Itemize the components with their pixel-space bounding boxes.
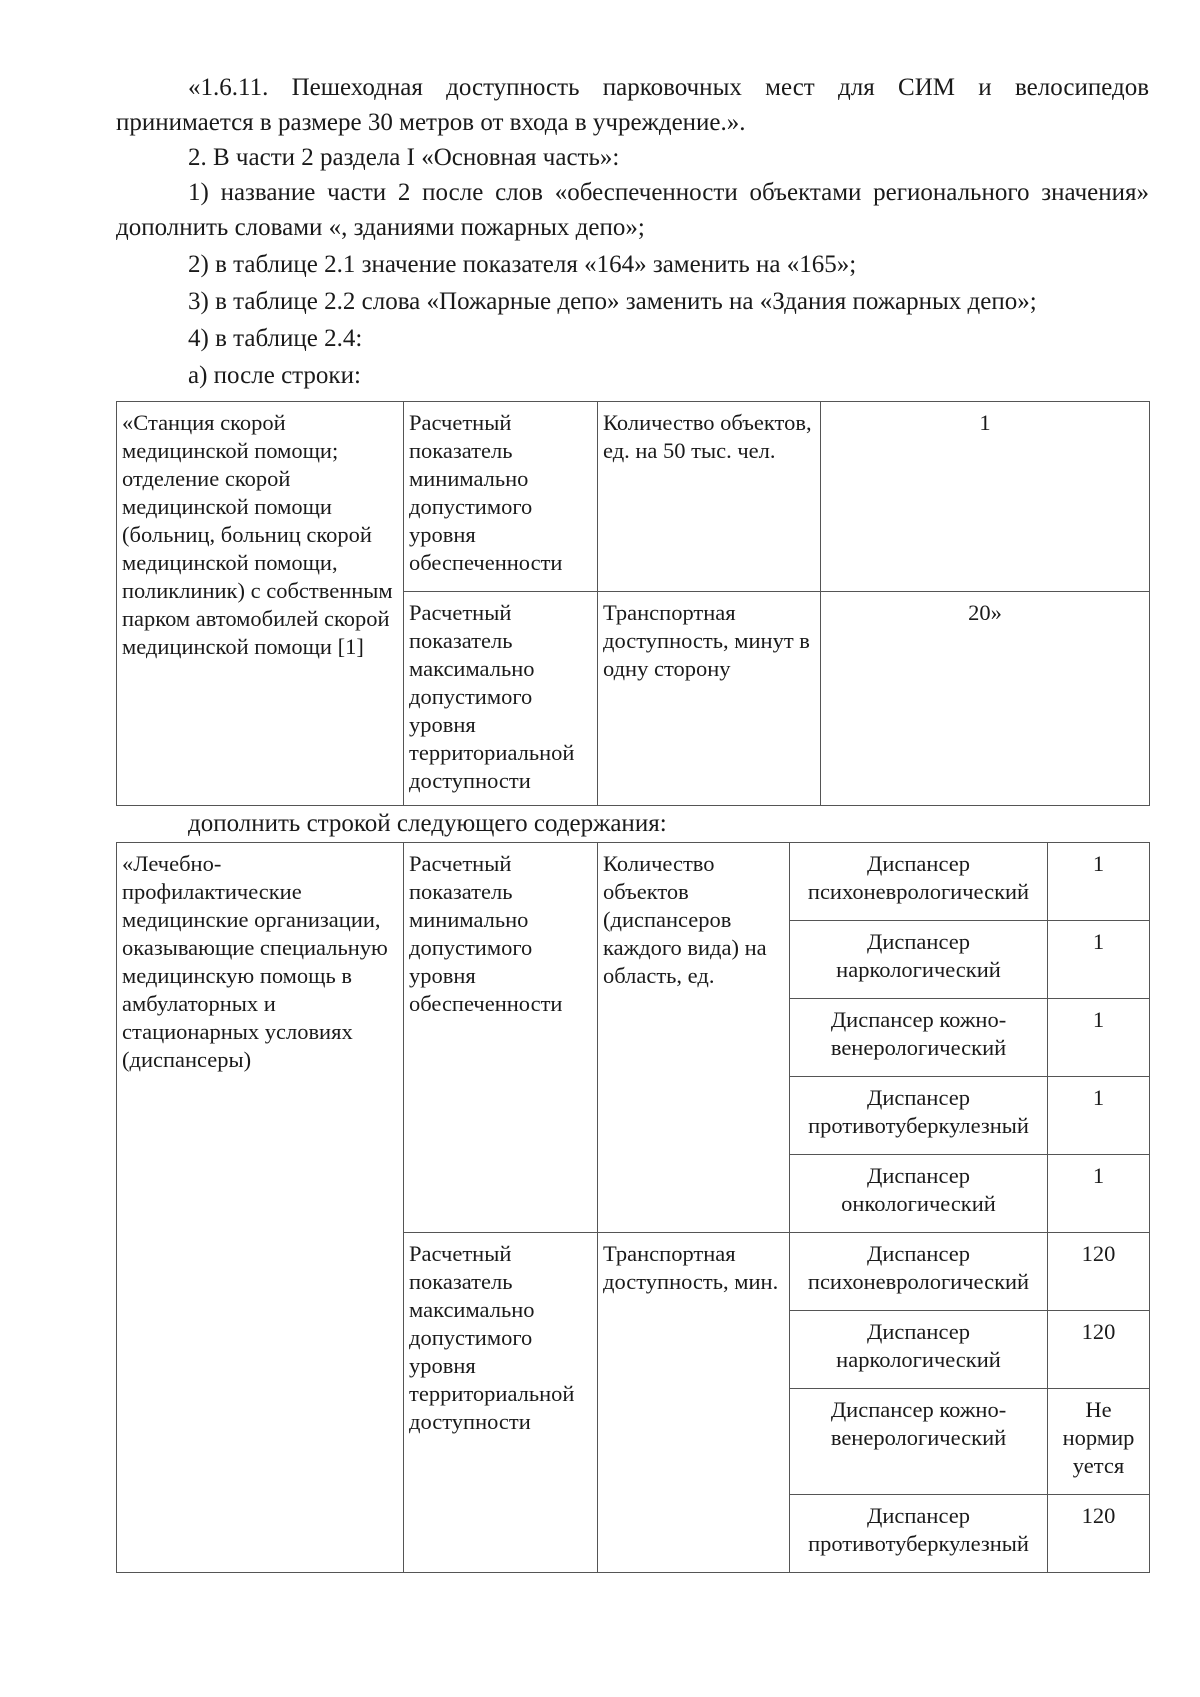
value-cell: 1	[1048, 1077, 1150, 1155]
value-cell: 1	[821, 402, 1150, 592]
indicator-cell: Расчетный показатель максимально допустимого уровня территориальной доступности	[404, 1233, 598, 1573]
paragraph-item-4: 4) в таблице 2.4:	[188, 325, 363, 352]
dispensary-name-cell: Диспансер кожно-венерологический	[790, 1389, 1048, 1495]
value-cell: 1	[1048, 1155, 1150, 1233]
object-cell: «Лечебно-профилактические медицинские организации, оказывающие специальную медицинскую помощь в амбулаторных и стационарных условиях (диспансеры)	[117, 843, 404, 1573]
dispensary-name-cell: Диспансер противотуберкулезный	[790, 1077, 1048, 1155]
dispensary-name-cell: Диспансер кожно-венерологический	[790, 999, 1048, 1077]
dispensary-name-cell: Диспансер онкологический	[790, 1155, 1048, 1233]
indicator-cell: Расчетный показатель максимально допустимого уровня территориальной доступности	[404, 592, 598, 806]
dispensary-name-cell: Диспансер психоневрологический	[790, 1233, 1048, 1311]
dispensary-name-cell: Диспансер наркологический	[790, 1311, 1048, 1389]
value-cell: Не нормир уется	[1048, 1389, 1150, 1495]
unit-cell: Количество объектов (диспансеров каждого вида) на область, ед.	[598, 843, 790, 1233]
value-cell: 1	[1048, 843, 1150, 921]
paragraph-item-1: 1) название части 2 после слов «обеспеченности объектами регионального значения» дополнить словами «, зданиями пожарных депо»;	[116, 179, 1149, 241]
value-cell: 20»	[821, 592, 1150, 806]
unit-cell: Транспортная доступность, минут в одну сторону	[598, 592, 821, 806]
dispensary-name-cell: Диспансер психоневрологический	[790, 843, 1048, 921]
paragraph-item-2: 2) в таблице 2.1 значение показателя «164» заменить на «165»;	[188, 251, 857, 278]
value-cell: 120	[1048, 1495, 1150, 1573]
unit-cell: Транспортная доступность, мин.	[598, 1233, 790, 1573]
value-cell: 120	[1048, 1311, 1150, 1389]
dispensary-name-cell: Диспансер противотуберкулезный	[790, 1495, 1048, 1573]
value-cell: 1	[1048, 999, 1150, 1077]
unit-cell: Количество объектов, ед. на 50 тыс. чел.	[598, 402, 821, 592]
table-row	[117, 402, 1150, 592]
table-dispensaries	[116, 842, 1150, 1573]
table-row	[117, 843, 1150, 921]
indicator-cell: Расчетный показатель минимально допустимого уровня обеспеченности	[404, 843, 598, 1233]
paragraph-item-a: а) после строки:	[188, 362, 361, 389]
paragraph-part-2: 2. В части 2 раздела I «Основная часть»:	[188, 144, 620, 171]
dispensary-name-cell: Диспансер наркологический	[790, 921, 1048, 999]
table-ambulance-station	[116, 401, 1150, 806]
middle-text: дополнить строкой следующего содержания:	[188, 810, 667, 837]
object-cell: «Станция скорой медицинской помощи; отделение скорой медицинской помощи (больниц, больниц скорой медицинской помощи, поликлиник) с собственным парком автомобилей скорой медицинской помощи [1]	[117, 402, 404, 806]
value-cell: 1	[1048, 921, 1150, 999]
paragraph-item-3: 3) в таблице 2.2 слова «Пожарные депо» заменить на «Здания пожарных депо»;	[188, 288, 1037, 315]
value-cell: 120	[1048, 1233, 1150, 1311]
paragraph-1-6-11: «1.6.11. Пешеходная доступность парковочных мест для СИМ и велосипедов принимается в размере 30 метров от входа в учреждение.».	[116, 74, 1149, 136]
indicator-cell: Расчетный показатель минимально допустимого уровня обеспеченности	[404, 402, 598, 592]
document-page	[116, 70, 1149, 1573]
